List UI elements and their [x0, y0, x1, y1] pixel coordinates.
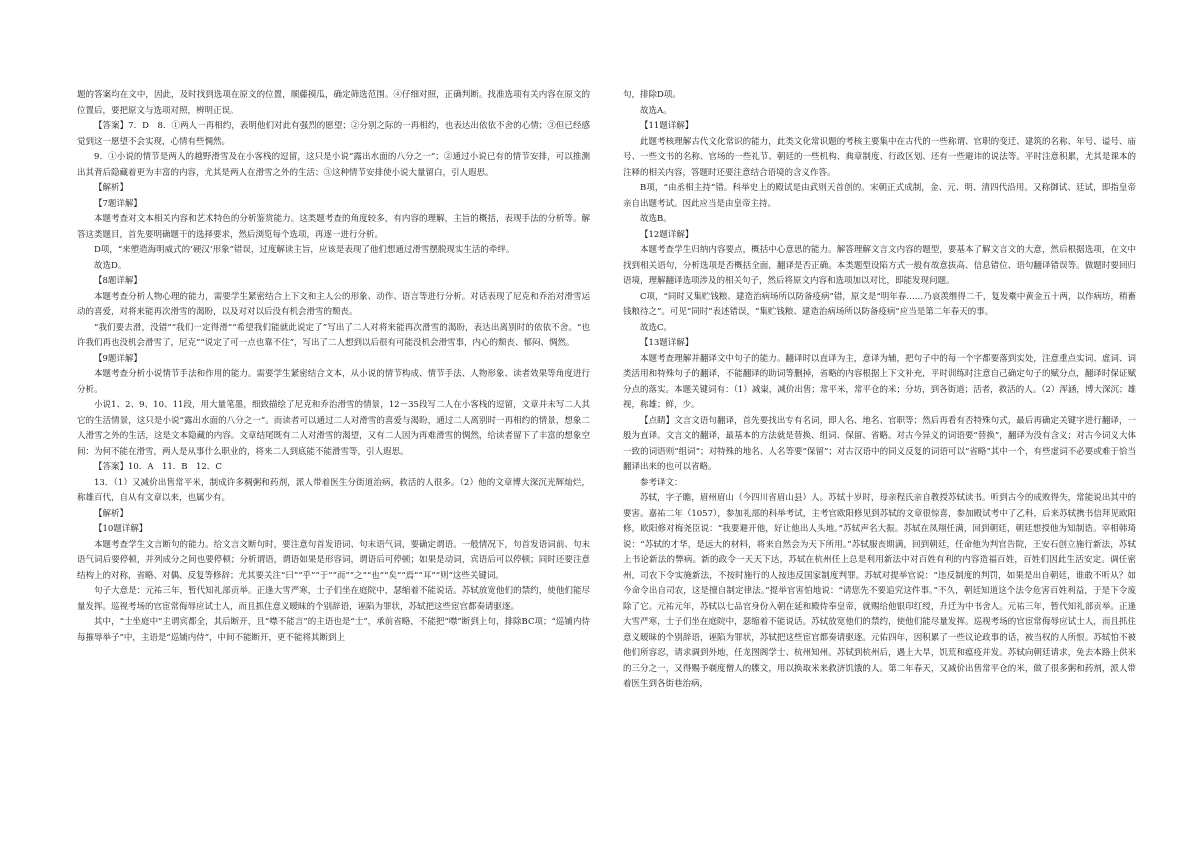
- right-column: [623, 88, 1136, 849]
- paragraph: 本题考查学生文言断句的能力。给文言文断句时，要注意句首发语词、句末语气词，要确定谓语。一般情况下，句首发语词前、句末语气词后要停顿，并列成分之间也要停顿；分析谓语，谓语如果是形容词，谓语后可停顿；如果是动词，宾语后可以停顿；同时还要注意结构上的对称，省略、对偶、反复等修辞；尤其要关注“曰”“乎”“于”“而”“之”“也”“矣”“焉”“耳”“则”这些关键词。: [77, 539, 590, 581]
- paragraph: 参考译文：: [640, 477, 683, 488]
- paragraph: B项，“由丞相主持”错。科举史上的殿试是由武则天首创的。宋朝正式成制，金、元、明、清四代沿用。又称御试、廷试，即指皇帝亲自出题考试。因此应当是由皇帝主持。: [623, 183, 1136, 209]
- paragraph: 故选A。: [640, 105, 672, 116]
- paragraph: 【点睛】文言文语句翻译，首先要找出专有名词，即人名、地名、官职等；然后再看有否特殊句式，最后再确定关键字进行翻译，一般为直译。文言文的翻译，最基本的方法就是替换、组词、保留、省略。对古今异义的词语要“替换”，翻译为没有含义；对古今词义大体一致的词语则“组词”；对特殊的地名、人名等要“保留”；对古汉语中的同义反复的词语可以“省略”其中一个，有些虚词不必要或难于恰当翻译出来的也可以省略。: [623, 415, 1136, 472]
- section-heading: 【13题详解】: [640, 338, 694, 348]
- paragraph: 本题考查学生归纳内容要点，概括中心意思的能力。解答理解文言文内容的题型，要基本了解文言文的大意，然后根据选项，在文中找到相关语句，分析选项是否概括全面，翻译是否正确。本类题型设陷方式一般有故意拔高、信息错位、语句翻译错误等。做题时要回归语境，理解翻译选项涉及的相关句子，然后将原文内容和选项加以对比，即能发现问题。: [623, 245, 1136, 286]
- answer-line: 【答案】10．A 11．B 12．C: [94, 462, 222, 472]
- paragraph: “我们要去滑，没错”“我们一定得滑”“希望我们能就此说定了”写出了二人对将来能再次滑雪的渴盼，表达出离别时的依依不舍。“也许我们再也没机会滑雪了，尼克”“说定了可一点也靠不住”，写出了二人想到以后很有可能没机会滑雪事，内心的颓丧、郁闷、惆然。: [77, 322, 590, 348]
- paragraph: 故选C。: [640, 322, 673, 333]
- paragraph: 本题考查分析人物心理的能力，需要学生紧密结合上下文和主人公的形象、动作、语言等进行分析。对话表现了尼克和乔治对滑雪运动的喜爱，对将来能再次滑雪的渴盼，以及对对以后没有机会滑雪的颓丧。: [77, 291, 590, 317]
- paragraph: 9．①小说的情节是两人的越野滑雪及在小客栈的逗留，这只是小说“露出水面的八分之一”；②通过小说已有的情节安排，可以推测出其背后隐藏着更为丰富的内容，尤其是两人在滑雪之外的生活；③这种情节安排使小说大量留白，引人遐思。: [77, 152, 590, 178]
- paragraph: 小说1、2、9、10、11段，用大量笔墨，细致描绘了尼克和乔治滑雪的情景，12－35段写二人在小客栈的逗留，文章并未写二人其它的生活情景，这只是小说“露出水面的八分之一”。而读者可以通过二人对滑雪的喜爱与渴盼，通过二人离别时一再相约的情景，想象二人滑雪之外的生活，这是文本隐藏的内容。文章结尾既有二人对滑雪的渴望，又有二人因为再难滑雪的惆然，给读者留下了丰富的想象空间：为何不能在滑雪，两人是从事什么职业的，将来二人到底能不能滑雪等，引人遐思。: [77, 400, 590, 457]
- paragraph: 题的答案均在文中，因此，及时找到选项在原文的位置，顺藤摸瓜，确定筛选范围。④仔细对照，正确判断。找准选项有关内容在原文的位置后，要把原文与选项对照，辨明正误。: [77, 90, 590, 116]
- paragraph: 句子大意是：元祐三年，暂代知礼部贡举。正逢大雪严寒，士子们坐在庭院中，瑟缩着不能说话。苏轼放宽他们的禁约，使他们能尽量发挥。巡视考场的官宦常侮辱应试士人，而且抓住意义暧昧的个别辞语，诬陷为罪状，苏轼把这些宦官都奏请驱逐。: [77, 586, 590, 612]
- paragraph: C项，“同时又集贮钱粮、建造治病场所以防备疫病”错，原文是“明年春……乃哀羡缗得二千，复发橐中黄金五十两，以作病坊，稍畜钱粮待之”。可见“同时”表述错误，“集贮钱粮、建造治病场所以防备疫病”应当是第二年春天的事。: [623, 291, 1136, 317]
- paragraph: 故选B。: [640, 214, 672, 224]
- section-heading: 【7题详解】: [94, 198, 142, 209]
- paragraph: D项，“来塑造海明威式的‘硬汉’形象”错误，过度解读主旨，应该是表现了他们想通过滑雪摆脱现实生活的牵绊。: [94, 245, 515, 255]
- left-column: [77, 88, 590, 849]
- paragraph: 句，排除D项。: [623, 90, 681, 100]
- paragraph: 其中，“士坐庭中”主谓宾都全，其后断开，且“噤不能言”的主语也是“士”，承前省略，不能把“噤”断到上句，排除BC项；“巡铺内侍每摧辱举子”中，主语是“巡铺内侍”，中间不能断开，更不能将其断到上: [77, 617, 590, 643]
- paragraph: 本题考查理解并翻译文中句子的能力。翻译时以直译为主，意译为辅，把句子中的每一个字都要落到实处，注意重点实词、虚词、词类活用和特殊句子的翻译，不能翻译的助词等删掉，省略的内容根据上下文补充，平时训练时注意自己确定句子的赋分点，翻译时保证赋分点的落实。本题关键词有：（1）减粜，减价出售；常平米，常平仓的米；分坊，到各街道；活者，救活的人。（2）浑涵，博大深沉；雄视，称雄；鲜，少。: [623, 353, 1136, 410]
- paragraph: 本题考查分析小说情节手法和作用的能力。需要学生紧密结合文本，从小说的情节构成、情节手法、人物形象、读者效果等角度进行分析。: [77, 369, 590, 395]
- section-heading: 【8题详解】: [94, 276, 142, 286]
- section-heading: 【解析】: [94, 183, 129, 193]
- section-heading: 【11题详解】: [640, 121, 694, 131]
- paragraph: 此题考核理解古代文化常识的能力，此类文化常识题的考核主要集中在古代的一些称谓、官职的变迁、建筑的名称、年号、谥号、庙号、一些文书的名称、官场的一些礼节、朝廷的一些机构、典章制度、行政区划、还有一些避讳的说法等。平时注意积累，尤其是课本的注释的相关内容，答题时还要注意结合语境的含义作答。: [623, 136, 1136, 178]
- paragraph: 本题考查对文本相关内容和艺术特色的分析鉴赏能力。这类题考查的角度较多，有内容的理解，主旨的概括，表现手法的分析等。解答这类题目，首先要明确题干的选择要求，然后浏览每个选项，再逐一进行分析。: [77, 214, 590, 240]
- paragraph: 【答案】7．D 8．①两人一再相约，表明他们对此有强烈的愿望；②分别之际的一再相约，也表达出依依不舍的心情；③但已经感觉到这一愿望不会实现，心情有些惆然。: [77, 121, 590, 147]
- paragraph: 苏轼，字子瞻，眉州眉山（今四川省眉山县）人。苏轼十岁时，母亲程氏亲自教授苏轼读书。听到古今的成败得失，常能说出其中的要害。嘉祐二年（1057），参加礼部的科举考试，主考官欧阳修见到苏轼的文章很惊喜，参加殿试考中了乙科，后来苏轼携书信拜见欧阳修，欧阳修对梅尧臣说：“我要避开他，好让他出人头地。”苏轼声名大振。苏轼在凤翔任满，回到朝廷，朝廷想授他为知制诰。宰相韩琦说：“苏轼的才华，是远大的材料，将来自然会为天下所用。”苏轼服丧期满，回到朝廷，任命他为判官告院，王安石创立施行新法，苏轼上书论新法的弊病。新的政令一天天下达，苏轼在杭州任上总是利用新法中对百姓有利的内容造福百姓，百姓们因此生活安定。调任密州，司农下令实施新法，不按时施行的人按违反国家制度判罪。苏轼对提举官说：“违反制度的判罚，如果是出自朝廷，谁敢不听从？如今命令出自司农，这是擅自制定律法。”提举官害怕地说：“请您先不要追究这件事。”不久，朝廷知道这个法令危害百姓利益，于是下令废除了它。元祐元年，苏轼以七品官身份入朝在延和殿侍奉皇帝，就赐给他银印红绶，升迁为中书舍人。元祐三年，暂代知礼部贡举。正逢大雪严寒，士子们坐在庭院中，瑟缩着不能说话。苏轼放宽他们的禁约，使他们能尽量发挥。巡视考场的官宦常侮辱应试士人，而且抓住意义暧昧的个别辞语，诬陷为罪状，苏轼把这些宦官都奏请驱逐。元佑四年，因积累了一些议论政事的话，被当权的人所恨。苏轼怕不被他们所容忍，请求调到外地，任龙图阁学士、杭州知州。苏轼到杭州后，遇上大旱，饥荒和瘟疫并发。苏轼向朝廷请求，免去本路上供米的三分之一，又得赐予剃度僧人的牒文，用以换取米来救济饥饿的人。第二年春天，又减价出售常平仓的米，做了很多粥和药剂，派人带着医生到各街巷治病，: [623, 493, 1136, 689]
- section-heading: 【10题详解】: [94, 524, 148, 534]
- paragraph: 故选D。: [94, 260, 127, 271]
- section-heading: 【9题详解】: [94, 353, 142, 364]
- section-heading: 【解析】: [94, 508, 129, 519]
- section-heading: 【12题详解】: [640, 229, 694, 240]
- paragraph: 13．（1）又减价出售常平米，制成许多稠粥和药剂，派人带着医生分街道治病，救活的人很多。（2）他的文章博大深沉光辉灿烂，称雄百代，自从有文章以来，也属少有。: [77, 477, 590, 503]
